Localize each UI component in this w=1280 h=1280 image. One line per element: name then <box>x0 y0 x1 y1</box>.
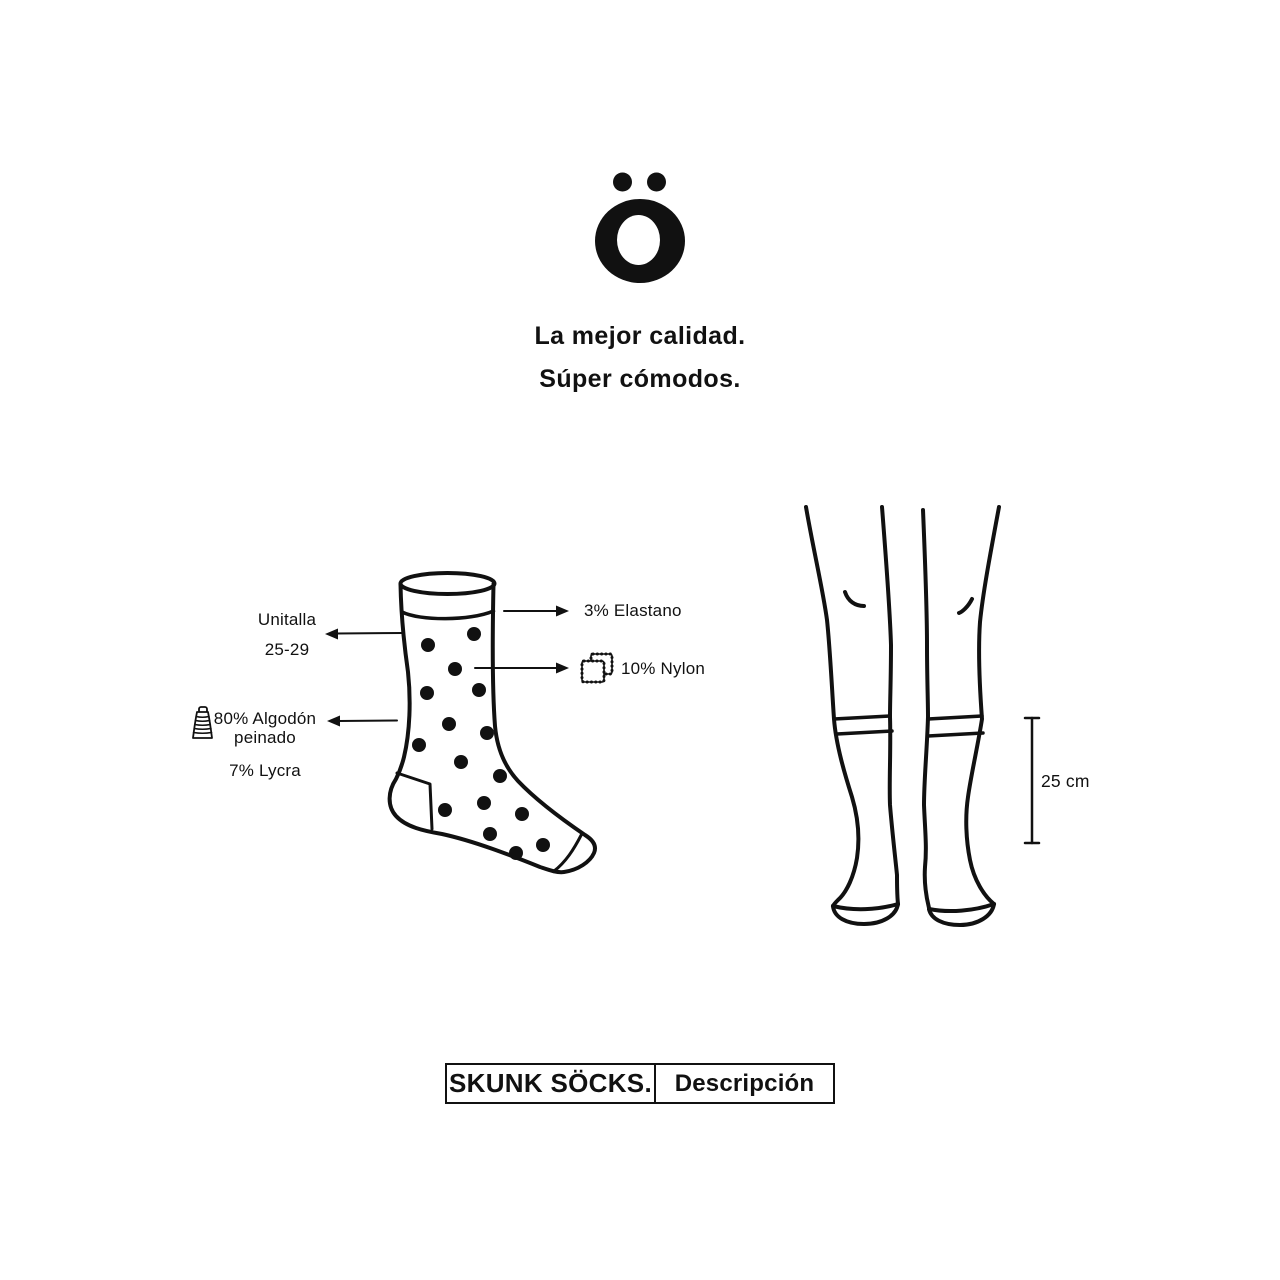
size-label-line2: 25-29 <box>264 640 310 659</box>
legs-illustration <box>806 507 999 925</box>
sock-opening <box>401 573 495 594</box>
size-label-line1: Unitalla <box>257 610 317 629</box>
brand-name: SKUNK SÖCKS. <box>449 1068 652 1098</box>
feet <box>833 904 994 925</box>
tagline-comfort: Súper cómodos. <box>539 365 741 393</box>
right-leg-inner <box>923 510 929 908</box>
right-foot-toe <box>929 904 994 911</box>
sock-illustration <box>390 573 595 872</box>
left-leg-outer <box>806 507 858 906</box>
lycra-label: 7% Lycra <box>229 761 301 780</box>
left-knee-mark <box>845 592 864 606</box>
measurement-label: 25 cm <box>1041 771 1090 791</box>
fabric-swatches-icon <box>582 654 612 682</box>
arrow-elastano-right <box>504 606 569 617</box>
annotation-arrows <box>325 606 569 727</box>
footer-section-cell <box>656 1065 833 1102</box>
brand-logo-o-icon <box>595 173 685 284</box>
sock-cuff-bands <box>834 716 983 736</box>
tagline-quality: La mejor calidad. <box>534 322 746 350</box>
arrow-algodon-left <box>327 716 397 727</box>
left-leg-inner <box>882 507 898 904</box>
sock-cuff-line <box>402 611 494 619</box>
section-title: Descripción <box>674 1069 815 1097</box>
algodon-label-line1: 80% Algodón <box>213 709 317 728</box>
arrow-nylon-right <box>475 663 569 674</box>
algodon-label-line2: peinado <box>234 728 296 747</box>
arrow-size-left <box>325 629 403 640</box>
left-foot-toe <box>833 904 898 909</box>
elastano-label: 3% Elastano <box>584 601 682 620</box>
measurement-line <box>1025 718 1039 843</box>
right-leg-outer <box>966 507 999 904</box>
footer-box <box>445 1063 835 1104</box>
right-knee-mark <box>959 599 972 613</box>
nylon-label: 10% Nylon <box>621 659 706 678</box>
footer-brand-cell <box>447 1065 654 1102</box>
